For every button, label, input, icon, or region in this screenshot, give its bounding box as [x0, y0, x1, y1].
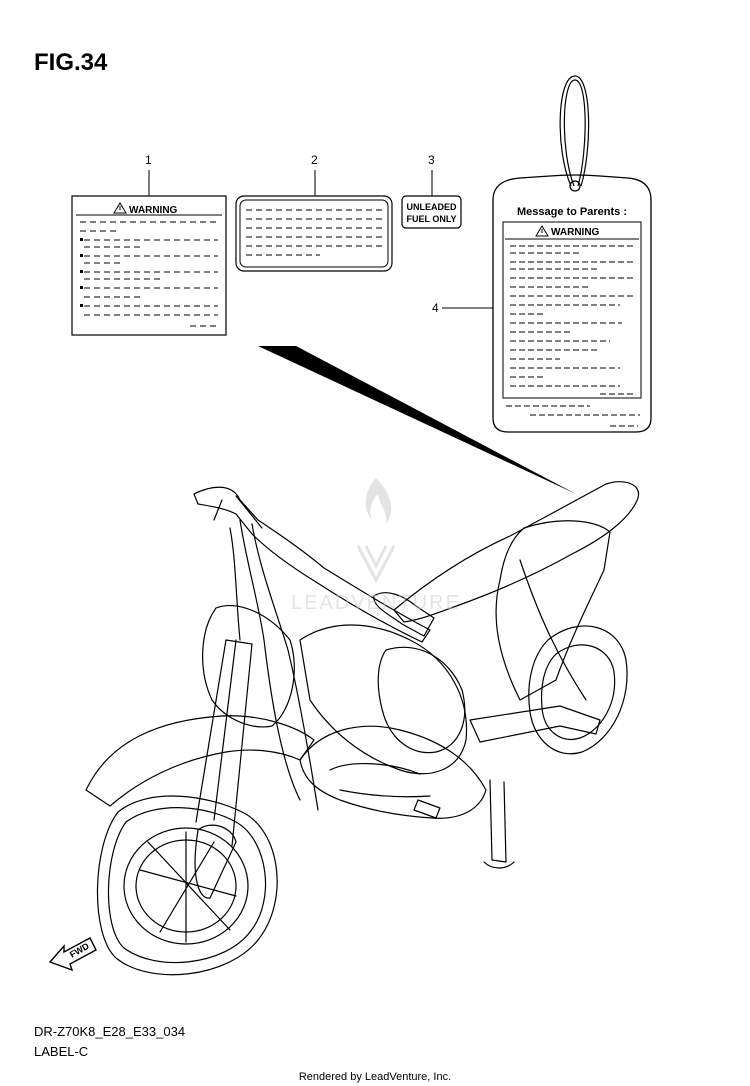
- figure-section: LABEL-C: [34, 1044, 89, 1059]
- callout-number-4: 4: [432, 301, 439, 315]
- parent-tag-warning: WARNING: [551, 227, 600, 238]
- figure-title: FIG.34: [34, 49, 108, 76]
- callout-number-3: 3: [428, 153, 435, 167]
- warning-label: [72, 196, 226, 335]
- parent-tag: [493, 76, 651, 432]
- tag-warning-triangle-icon: [536, 226, 548, 236]
- callout-4: [432, 301, 493, 315]
- callout-2: [311, 153, 318, 196]
- watermark: [291, 478, 461, 614]
- callout-3: [428, 153, 435, 196]
- parent-tag-heading: Message to Parents :: [516, 206, 628, 218]
- footer-credit: Rendered by LeadVenture, Inc.: [298, 1071, 452, 1083]
- fuel-label-line2: FUEL ONLY: [406, 214, 457, 224]
- warning-label-heading: WARNING: [129, 205, 178, 216]
- callout-number-2: 2: [311, 153, 318, 167]
- fuel-label: [402, 196, 461, 228]
- fuel-label-line1: UNLEADED: [406, 202, 457, 212]
- callout-number-1: 1: [145, 153, 152, 167]
- fwd-arrow-icon: [50, 938, 96, 970]
- warning-triangle-icon: [114, 203, 126, 213]
- figure-code: DR-Z70K8_E28_E33_034: [34, 1024, 186, 1039]
- callout-1: [145, 153, 152, 196]
- fwd-label: FWD: [68, 940, 91, 960]
- watermark-text: LEADVENTURE: [291, 592, 461, 614]
- info-label: [236, 196, 392, 271]
